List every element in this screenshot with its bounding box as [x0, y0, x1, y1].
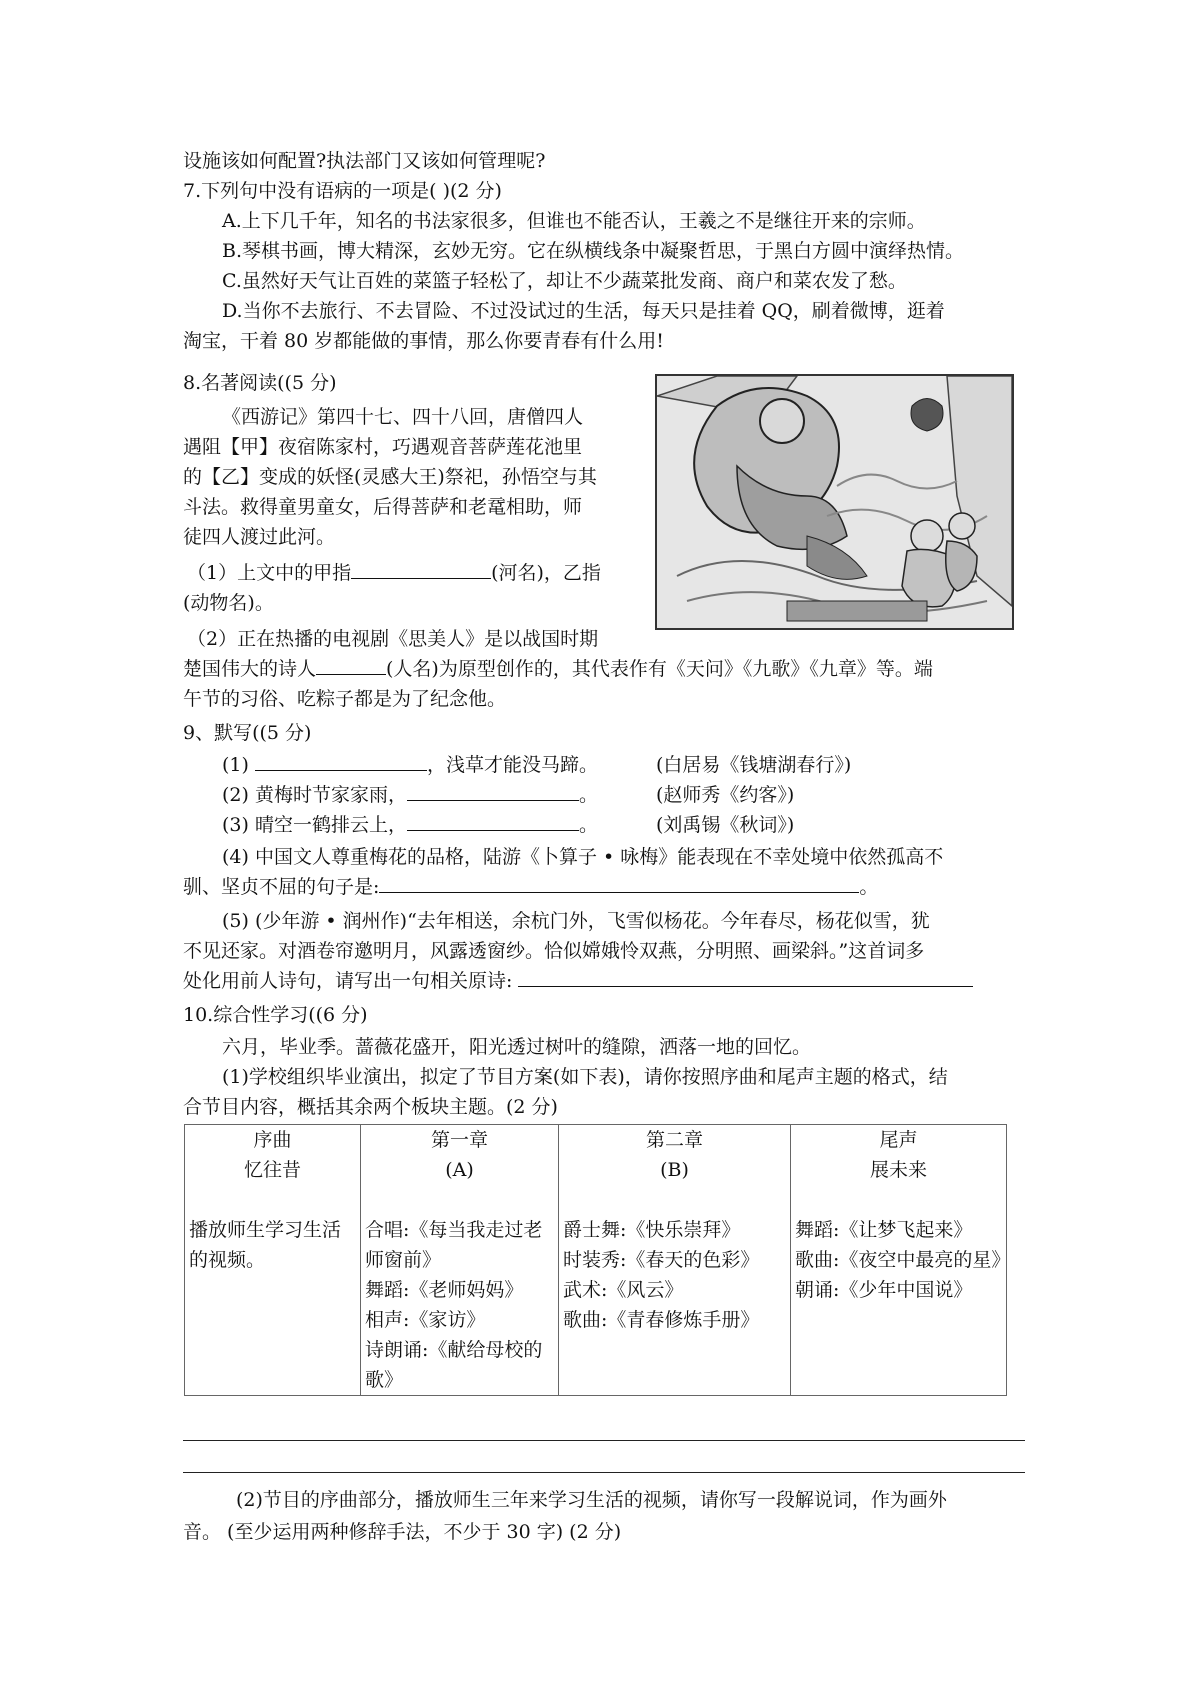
q9-source-1: (白居易《钱塘湖春行》): [656, 754, 852, 776]
q9-item-2: (2) 黄梅时节家家雨， 。: [222, 784, 598, 806]
column-header: 第一章: [430, 1129, 488, 1151]
program-item: 相声:《家访》: [365, 1309, 486, 1331]
q8-sub1-cont: (动物名)。: [183, 592, 274, 614]
table-cell: [361, 1125, 559, 1396]
q9-stem: 9、默写((5 分): [183, 722, 312, 744]
column-header: 尾声: [879, 1129, 918, 1151]
q9-source-3: (刘禹锡《秋词》): [656, 814, 795, 836]
program-item: 爵士舞:《快乐崇拜》: [563, 1219, 741, 1241]
q9-item-4-cont: 驯、坚贞不屈的句子是: 。: [183, 876, 879, 898]
q10-intro: 六月，毕业季。蔷薇花盛开，阳光透过树叶的缝隙，洒落一地的回忆。: [222, 1036, 812, 1058]
q10-part1-cont: 合节目内容，概括其余两个板块主题。(2 分): [183, 1096, 558, 1118]
q7-option-d-cont: 淘宝，干着 80 岁都能做的事情，那么你要青春有什么用!: [183, 330, 664, 352]
column-header: 序曲: [253, 1129, 292, 1151]
table-cell: [559, 1125, 791, 1396]
q7-option-a: A.上下几千年，知名的书法家很多，但谁也不能否认，王羲之不是继往开来的宗师。: [222, 210, 926, 232]
section-theme: (B): [660, 1159, 689, 1181]
answer-blank[interactable]: [351, 560, 491, 579]
q9-item-1: (1) ，浅草才能没马蹄。: [222, 754, 598, 776]
q9-item-3: (3) 晴空一鹤排云上， 。: [222, 814, 598, 836]
q10-part1: (1)学校组织毕业演出，拟定了节目方案(如下表)，请你按照序曲和尾声主题的格式，结: [222, 1066, 948, 1088]
program-item: 舞蹈:《老师妈妈》: [365, 1279, 524, 1301]
q8-sub2-cont: 午节的习俗、吃粽子都是为了纪念他。: [183, 688, 507, 710]
q8-sub1: （1）上文中的甲指 (河名)，乙指: [187, 562, 601, 584]
program-item: 武术:《风云》: [563, 1279, 684, 1301]
section-theme: 展未来: [869, 1159, 927, 1181]
answer-blank[interactable]: [407, 782, 579, 801]
q9-item-5-cont: 处化用前人诗句，请写出一句相关原诗:: [183, 966, 973, 996]
q10-stem: 10.综合性学习((6 分): [183, 1004, 368, 1026]
answer-blank[interactable]: [379, 874, 859, 893]
program-table: [184, 1124, 1011, 1396]
journey-west-illustration: [655, 374, 1014, 630]
section-theme: (A): [445, 1159, 474, 1181]
program-item: 歌曲:《夜空中最亮的星》: [795, 1249, 1011, 1271]
program-item: 播放师生学习生活的视频。: [189, 1219, 342, 1271]
q9-source-2: (赵师秀《约客》): [656, 784, 795, 806]
intro-line: 设施该如何配置?执法部门又该如何管理呢?: [183, 150, 546, 172]
answer-line[interactable]: [183, 1472, 1025, 1473]
q10-part2-cont: 音。 (至少运用两种修辞手法，不少于 30 字) (2 分): [183, 1521, 622, 1543]
q8-sub2-cont: 楚国伟大的诗人 (人名)为原型创作的，其代表作有《天问》《九歌》《九章》等。端: [183, 658, 933, 680]
table-cell: [791, 1125, 1011, 1396]
q8-passage-line: 徒四人渡过此河。: [183, 526, 336, 548]
program-item: 诗朗诵:《献给母校的歌》: [365, 1339, 543, 1391]
table-cell: [185, 1125, 361, 1396]
answer-blank[interactable]: [407, 812, 579, 831]
answer-line[interactable]: [183, 1440, 1025, 1441]
q7-option-d: D.当你不去旅行、不去冒险、不过没试过的生活，每天只是挂着 QQ，刷着微博，逛着: [222, 300, 945, 322]
program-item: 歌曲:《青春修炼手册》: [563, 1309, 760, 1331]
table-row: [185, 1125, 1007, 1396]
q9-item-5: (5) (少年游 • 润州作)“去年相送，余杭门外，飞雪似杨花。今年春尽，杨花似雪，犹: [222, 910, 930, 932]
q7-option-b: B.琴棋书画，博大精深，玄妙无穷。它在纵横线条中凝聚哲思，于黑白方圆中演绎热情。: [222, 240, 965, 262]
program-item: 时装秀:《春天的色彩》: [563, 1249, 760, 1271]
section-theme: 忆往昔: [243, 1159, 301, 1181]
answer-blank[interactable]: [255, 752, 427, 771]
q8-passage-line: 遇阻【甲】夜宿陈家村，巧遇观音菩萨莲花池里: [183, 436, 583, 458]
answer-blank[interactable]: [316, 656, 386, 675]
q8-sub2: （2）正在热播的电视剧《思美人》是以战国时期: [187, 628, 599, 650]
q9-item-4: (4) 中国文人尊重梅花的品格，陆游《卜算子 • 咏梅》能表现在不幸处境中依然孤高不: [222, 846, 944, 868]
q7-stem: 7.下列句中没有语病的一项是( )(2 分): [183, 180, 502, 202]
q8-passage-line: 《西游记》第四十七、四十八回，唐僧四人: [222, 406, 584, 428]
column-header: 第二章: [645, 1129, 703, 1151]
q9-item-5-cont: 不见还家。对酒卷帘邀明月，风露透窗纱。恰似嫦娥怜双燕，分明照、画梁斜。”这首词多: [183, 940, 925, 962]
q7-option-c: C.虽然好天气让百姓的菜篮子轻松了，却让不少蔬菜批发商、商户和菜农发了愁。: [222, 270, 907, 292]
q8-passage-line: 斗法。救得童男童女，后得菩萨和老鼋相助，师: [183, 496, 583, 518]
program-item: 朝诵:《少年中国说》: [795, 1279, 973, 1301]
program-item: 合唱:《每当我走过老师窗前》: [365, 1219, 543, 1271]
q8-passage-line: 的【乙】变成的妖怪(灵感大王)祭祀，孙悟空与其: [183, 466, 597, 488]
q10-part2: (2)节目的序曲部分，播放师生三年来学习生活的视频，请你写一段解说词，作为画外: [236, 1489, 947, 1511]
q8-stem: 8.名著阅读((5 分): [183, 372, 337, 394]
answer-blank[interactable]: [518, 968, 973, 987]
program-item: 舞蹈:《让梦飞起来》: [795, 1219, 973, 1241]
